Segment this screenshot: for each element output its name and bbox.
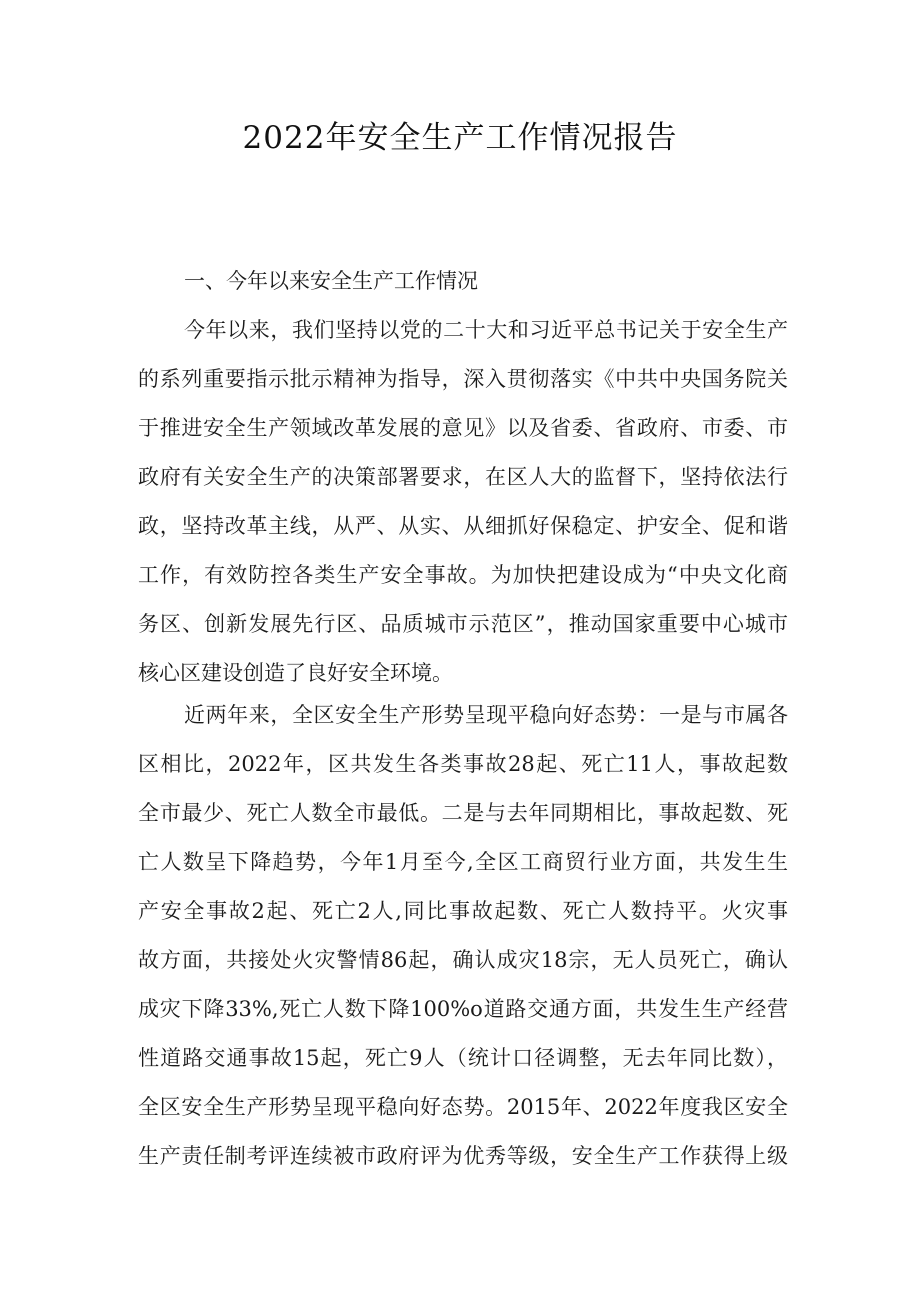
- paragraph-line: 故方面，共接处火灾警情86起，确认成灾18宗，无人员死亡，确认: [138, 948, 788, 972]
- paragraph-line: 政府有关安全生产的决策部署要求，在区人大的监督下，坚持依法行: [138, 465, 788, 489]
- paragraph-line: 政，坚持改革主线，从严、从实、从细抓好保稳定、护安全、促和谐: [138, 514, 788, 538]
- paragraph-line: 务区、创新发展先行区、品质城市示范区”，推动国家重要中心城市: [138, 612, 788, 636]
- paragraph-line: 近两年来，全区安全生产形势呈现平稳向好态势：一是与市属各: [184, 703, 788, 727]
- paragraph-line: 性道路交通事故15起，死亡9人（统计口径调整，无去年同比数），: [138, 1046, 788, 1070]
- section-heading: 一、今年以来安全生产工作情况: [184, 269, 478, 293]
- document-title: 2022年安全生产工作情况报告: [242, 120, 678, 156]
- paragraph-2: [138, 700, 788, 1190]
- paragraph-line: 区相比，2022年，区共发生各类事故28起、死亡11人，事故起数: [138, 752, 788, 776]
- paragraph-line: 工作，有效防控各类生产安全事故。为加快把建设成为“中央文化商: [138, 563, 788, 587]
- paragraph-line: 核心区建设创造了良好安全环境。: [138, 661, 453, 685]
- paragraph-line: 今年以来，我们坚持以党的二十大和习近平总书记关于安全生产: [184, 318, 788, 342]
- paragraph-line: 成灾下降33%,死亡人数下降100%o道路交通方面，共发生生产经营: [138, 997, 788, 1021]
- paragraph-line: 产安全事故2起、死亡2人,同比事故起数、死亡人数持平。火灾事: [138, 899, 788, 923]
- paragraph-line: 于推进安全生产领域改革发展的意见》以及省委、省政府、市委、市: [138, 416, 788, 440]
- paragraph-line: 亡人数呈下降趋势，今年1月至今,全区工商贸行业方面，共发生生: [138, 850, 788, 874]
- paragraph-line: 全市最少、死亡人数全市最低。二是与去年同期相比，事故起数、死: [138, 801, 788, 825]
- paragraph-line: 的系列重要指示批示精神为指导，深入贯彻落实《中共中央国务院关: [138, 367, 788, 391]
- paragraph-line: 生产责任制考评连续被市政府评为优秀等级，安全生产工作获得上级: [138, 1144, 788, 1168]
- paragraph-line: 全区安全生产形势呈现平稳向好态势。2015年、2022年度我区安全: [138, 1095, 788, 1119]
- paragraph-1: [138, 315, 788, 707]
